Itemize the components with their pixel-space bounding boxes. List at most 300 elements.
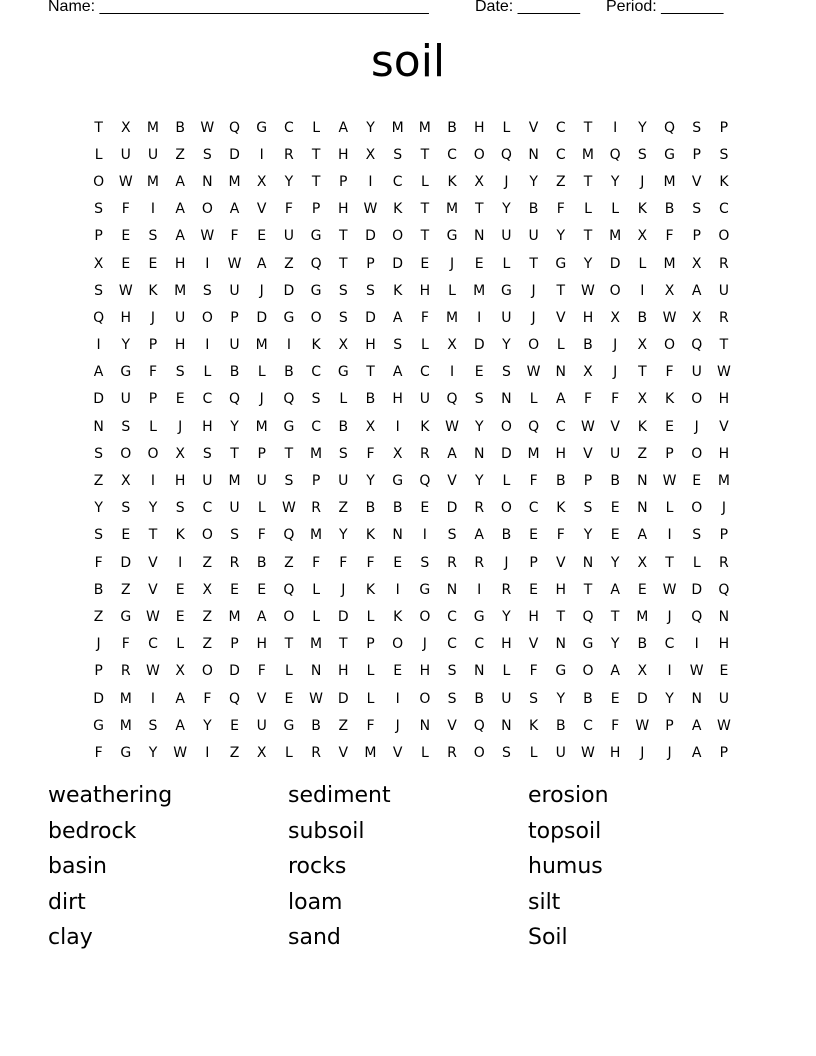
grid-letter: I (667, 527, 672, 544)
grid-letter: Q (93, 309, 105, 326)
grid-letter: S (121, 500, 131, 517)
grid-letter: P (230, 309, 239, 326)
grid-letter: M (310, 636, 323, 653)
grid-letter: P (366, 636, 375, 653)
grid-letter: T (529, 255, 538, 272)
grid-letter: U (256, 717, 267, 734)
grid-letter: I (395, 581, 400, 598)
grid-letter: Y (148, 500, 158, 517)
grid-letter: N (691, 690, 702, 707)
grid-letter: J (259, 282, 264, 299)
grid-letter: Z (284, 255, 294, 272)
grid-letter: D (229, 146, 240, 163)
grid-letter: A (474, 527, 484, 544)
grid-letter: R (311, 500, 321, 517)
grid-letter: T (556, 282, 566, 299)
grid-letter: C (284, 119, 294, 136)
grid-letter: S (719, 146, 729, 163)
grid-letter: B (637, 309, 648, 326)
grid-letter: I (96, 337, 101, 354)
grid-letter: M (255, 418, 268, 435)
grid-letter: C (719, 201, 729, 218)
grid-letter: Q (609, 146, 621, 163)
grid-letter: Q (229, 391, 241, 408)
grid-letter: V (583, 445, 593, 462)
grid-letter: J (449, 255, 455, 272)
grid-letter: I (395, 690, 400, 707)
grid-letter: F (366, 554, 375, 571)
grid-letter: I (205, 337, 210, 354)
grid-letter: O (419, 690, 431, 707)
grid-letter: F (284, 201, 293, 218)
grid-letter: X (664, 282, 675, 299)
grid-letter: U (718, 282, 730, 299)
grid-letter: T (339, 255, 348, 272)
grid-letter: Y (610, 554, 620, 571)
grid-letter: P (339, 173, 348, 190)
word-bank-item: subsoil (288, 818, 365, 844)
grid-letter: X (392, 445, 403, 462)
grid-letter: P (94, 228, 103, 245)
grid-letter: J (259, 391, 264, 408)
grid-letter: A (610, 581, 620, 598)
grid-letter: E (529, 581, 539, 598)
grid-letter: L (366, 690, 375, 707)
grid-letter: W (662, 309, 677, 326)
grid-letter: P (719, 119, 729, 136)
grid-letter: B (256, 554, 267, 571)
grid-letter: W (309, 690, 324, 707)
grid-letter: E (175, 391, 185, 408)
grid-letter: P (665, 445, 674, 462)
grid-letter: U (555, 744, 566, 761)
grid-letter: P (366, 255, 375, 272)
grid-letter: Y (474, 418, 484, 435)
grid-letter: S (583, 500, 593, 517)
grid-letter: M (310, 445, 323, 462)
grid-letter: M (445, 309, 459, 326)
grid-letter: J (504, 173, 509, 190)
grid-letter: Z (175, 146, 185, 163)
grid-letter: G (446, 228, 458, 245)
grid-letter: O (528, 337, 540, 354)
grid-letter: J (96, 636, 101, 653)
grid-letter: E (610, 690, 620, 707)
grid-letter: E (175, 608, 185, 625)
grid-letter: M (473, 282, 486, 299)
grid-letter: S (474, 391, 484, 408)
grid-letter: O (419, 608, 431, 625)
grid-letter: X (256, 744, 267, 761)
grid-letter: J (531, 309, 536, 326)
grid-letter: T (420, 201, 430, 218)
grid-letter: V (528, 119, 539, 136)
grid-letter: X (610, 309, 620, 326)
grid-letter: H (256, 636, 267, 653)
grid-letter: A (691, 717, 702, 734)
grid-letter: U (528, 228, 539, 245)
grid-letter: W (581, 282, 595, 299)
grid-letter: M (146, 173, 160, 190)
grid-letter: O (201, 663, 213, 680)
grid-letter: S (94, 201, 104, 218)
grid-letter: D (636, 690, 648, 707)
grid-letter: K (529, 717, 539, 734)
grid-letter: X (175, 445, 185, 462)
grid-letter: J (721, 500, 726, 517)
grid-letter: P (94, 663, 103, 680)
grid-letter: Q (229, 119, 241, 136)
grid-letter: G (500, 282, 512, 299)
word-bank-item: sediment (288, 783, 391, 808)
grid-letter: I (640, 282, 645, 299)
grid-letter: P (692, 228, 701, 245)
grid-letter: U (419, 391, 430, 408)
grid-letter: P (230, 636, 239, 653)
grid-letter: H (501, 636, 512, 653)
grid-letter: E (230, 581, 239, 598)
grid-letter: P (692, 146, 701, 163)
grid-letter: P (529, 554, 538, 571)
grid-letter: S (529, 690, 539, 707)
grid-letter: R (719, 309, 729, 326)
grid-letter: E (529, 527, 539, 544)
date-field-label: Date: _______ (475, 0, 580, 15)
grid-letter: W (227, 255, 242, 272)
grid-letter: M (255, 337, 268, 354)
grid-letter: P (719, 527, 729, 544)
grid-letter: T (719, 337, 729, 354)
grid-letter: U (229, 500, 240, 517)
grid-letter: M (663, 173, 676, 190)
grid-letter: V (528, 636, 539, 653)
grid-letter: O (120, 445, 132, 462)
grid-letter: S (94, 445, 104, 462)
grid-letter: E (692, 473, 702, 490)
grid-letter: J (667, 744, 672, 761)
grid-letter: R (229, 554, 240, 571)
grid-letter: S (501, 744, 511, 761)
grid-letter: S (366, 282, 375, 299)
grid-letter: P (257, 445, 266, 462)
grid-letter: T (474, 201, 484, 218)
grid-letter: H (419, 663, 431, 680)
grid-letter: W (662, 473, 677, 490)
period-field-label: Period: _______ (606, 0, 724, 15)
grid-letter: C (555, 418, 566, 435)
grid-letter: H (338, 663, 349, 680)
grid-letter: A (555, 391, 566, 408)
grid-letter: B (583, 337, 593, 354)
grid-letter: N (202, 173, 213, 190)
grid-letter: B (555, 473, 566, 490)
grid-letter: F (583, 391, 592, 408)
grid-letter: M (174, 282, 187, 299)
grid-letter: F (94, 744, 103, 761)
grid-letter: O (201, 309, 213, 326)
student-info-header (48, 0, 748, 20)
grid-letter: M (146, 119, 160, 136)
grid-letter: Q (473, 717, 485, 734)
grid-letter: N (637, 500, 648, 517)
grid-letter: Q (500, 146, 512, 163)
grid-letter: H (419, 282, 431, 299)
grid-letter: O (201, 527, 213, 544)
grid-letter: F (312, 554, 321, 571)
grid-letter: Z (338, 500, 349, 517)
grid-letter: Y (502, 201, 511, 218)
grid-letter: U (175, 309, 186, 326)
grid-letter: Q (283, 527, 295, 544)
grid-letter: K (664, 391, 675, 408)
grid-letter: H (718, 636, 730, 653)
grid-letter: F (529, 473, 538, 490)
grid-letter: S (420, 554, 430, 571)
grid-letter: B (501, 527, 512, 544)
grid-letter: I (449, 364, 455, 381)
grid-letter: C (447, 636, 457, 653)
grid-letter: E (420, 255, 430, 272)
grid-letter: L (176, 636, 185, 653)
grid-letter: N (392, 527, 403, 544)
grid-letter: H (338, 201, 349, 218)
grid-letter: B (392, 500, 403, 517)
grid-letter: S (447, 663, 457, 680)
grid-letter: E (474, 255, 484, 272)
grid-letter: L (285, 744, 293, 761)
grid-letter: D (256, 309, 268, 326)
grid-letter: O (609, 282, 621, 299)
grid-letter: G (120, 608, 132, 625)
grid-letter: F (665, 364, 674, 381)
grid-letter: U (610, 445, 621, 462)
grid-letter: Q (691, 337, 703, 354)
grid-letter: M (228, 473, 241, 490)
grid-letter: C (528, 500, 539, 517)
grid-letter: B (664, 201, 675, 218)
grid-letter: J (531, 282, 536, 299)
grid-letter: J (150, 309, 156, 326)
grid-letter: G (419, 581, 431, 598)
word-bank-item: bedrock (48, 818, 137, 844)
grid-letter: Q (446, 391, 458, 408)
word-bank-item: humus (528, 854, 603, 880)
grid-letter: T (339, 228, 348, 245)
grid-letter: U (501, 309, 512, 326)
grid-letter: D (365, 228, 376, 245)
grid-letter: W (146, 608, 160, 625)
grid-letter: J (178, 418, 183, 435)
grid-letter: F (366, 445, 375, 462)
grid-letter: L (366, 608, 375, 625)
grid-letter: L (420, 173, 429, 190)
grid-letter: M (391, 119, 404, 136)
grid-letter: J (640, 173, 645, 190)
grid-letter: S (94, 527, 104, 544)
grid-letter: G (664, 146, 675, 163)
grid-letter: Y (203, 717, 212, 734)
grid-letter: T (94, 119, 103, 136)
grid-letter: X (637, 554, 648, 571)
grid-letter: W (200, 228, 215, 245)
grid-letter: M (228, 608, 241, 625)
grid-letter: U (338, 473, 349, 490)
grid-letter: Q (691, 608, 703, 625)
grid-letter: D (473, 337, 485, 354)
grid-letter: M (527, 445, 540, 462)
grid-letter: I (613, 119, 618, 136)
grid-letter: B (447, 119, 457, 136)
grid-letter: U (202, 473, 213, 490)
grid-letter: D (229, 663, 240, 680)
grid-letter: L (203, 364, 212, 381)
grid-letter: L (502, 119, 511, 136)
grid-letter: S (692, 201, 702, 218)
grid-letter: G (120, 744, 132, 761)
grid-letter: V (610, 418, 620, 435)
grid-letter: I (150, 690, 156, 707)
grid-letter: T (420, 146, 430, 163)
grid-letter: H (582, 309, 594, 326)
grid-letter: U (501, 690, 512, 707)
grid-letter: Y (474, 473, 484, 490)
grid-letter: M (581, 146, 595, 163)
grid-letter: L (420, 744, 429, 761)
grid-letter: N (446, 581, 458, 598)
grid-letter: F (556, 201, 565, 218)
grid-letter: N (473, 228, 485, 245)
grid-letter: E (393, 554, 403, 571)
grid-letter: A (392, 364, 403, 381)
grid-letter: B (284, 364, 294, 381)
grid-letter: Z (338, 717, 349, 734)
grid-letter: I (205, 744, 210, 761)
grid-letter: R (474, 500, 485, 517)
grid-letter: J (613, 337, 618, 354)
grid-letter: T (366, 364, 375, 381)
grid-letter: S (338, 282, 348, 299)
grid-letter: A (256, 608, 267, 625)
grid-letter: B (365, 391, 376, 408)
grid-letter: J (613, 364, 618, 381)
grid-letter: M (636, 608, 649, 625)
grid-letter: X (338, 337, 349, 354)
grid-letter: O (718, 228, 730, 245)
grid-letter: G (555, 255, 567, 272)
grid-letter: K (556, 500, 566, 517)
grid-letter: Y (556, 228, 566, 245)
grid-letter: A (256, 255, 267, 272)
grid-letter: O (310, 309, 322, 326)
grid-letter: P (719, 744, 729, 761)
grid-letter: S (692, 527, 702, 544)
grid-letter: O (392, 228, 404, 245)
grid-letter: C (311, 418, 321, 435)
grid-letter: U (718, 690, 730, 707)
grid-letter: E (230, 717, 239, 734)
grid-letter: L (94, 146, 103, 163)
grid-letter: K (311, 337, 321, 354)
grid-letter: H (174, 255, 186, 272)
grid-letter: U (229, 282, 240, 299)
grid-letter: E (637, 581, 647, 598)
grid-letter: A (175, 201, 185, 218)
grid-letter: X (474, 173, 485, 190)
grid-letter: V (338, 744, 349, 761)
grid-letter: E (121, 255, 131, 272)
grid-letter: X (691, 255, 702, 272)
grid-letter: F (366, 717, 375, 734)
grid-letter: T (638, 364, 647, 381)
grid-letter: R (474, 554, 485, 571)
word-bank-item: sand (288, 925, 341, 951)
grid-letter: O (582, 663, 594, 680)
grid-letter: L (312, 581, 320, 598)
grid-letter: T (556, 608, 566, 625)
grid-letter: Z (202, 608, 213, 625)
grid-letter: H (555, 445, 567, 462)
grid-letter: B (175, 119, 185, 136)
word-bank-item: basin (48, 854, 107, 880)
puzzle-title: soil (370, 36, 446, 87)
grid-letter: R (120, 663, 131, 680)
grid-letter: O (691, 445, 703, 462)
grid-letter: D (392, 255, 404, 272)
grid-letter: V (691, 173, 702, 190)
grid-letter: D (365, 309, 376, 326)
grid-letter: T (583, 228, 593, 245)
grid-letter: D (93, 690, 104, 707)
grid-letter: M (119, 690, 132, 707)
grid-letter: H (555, 581, 567, 598)
grid-letter: Y (148, 744, 158, 761)
grid-letter: H (174, 337, 186, 354)
grid-letter: W (445, 418, 459, 435)
grid-letter: E (610, 527, 620, 544)
grid-letter: Y (556, 690, 566, 707)
grid-letter: K (637, 201, 647, 218)
grid-letter: U (120, 146, 131, 163)
grid-letter: U (691, 364, 702, 381)
grid-letter: M (228, 173, 241, 190)
grid-letter: F (257, 663, 266, 680)
grid-letter: F (611, 717, 620, 734)
grid-letter: W (200, 119, 215, 136)
grid-letter: S (230, 527, 239, 544)
grid-letter: R (447, 554, 457, 571)
grid-letter: O (392, 636, 404, 653)
grid-letter: S (202, 282, 212, 299)
grid-letter: V (256, 690, 267, 707)
grid-letter: H (718, 391, 730, 408)
grid-letter: P (148, 391, 158, 408)
grid-letter: S (637, 146, 647, 163)
grid-letter: Q (528, 418, 540, 435)
grid-letter: A (93, 364, 104, 381)
grid-letter: V (148, 554, 158, 571)
grid-letter: F (556, 527, 565, 544)
grid-letter: N (528, 146, 539, 163)
grid-letter: W (281, 500, 296, 517)
grid-letter: S (447, 690, 457, 707)
grid-letter: L (611, 201, 620, 218)
grid-letter: X (256, 173, 267, 190)
grid-letter: B (528, 201, 539, 218)
grid-letter: S (311, 391, 321, 408)
grid-letter: L (149, 418, 157, 435)
word-bank-item: silt (528, 889, 561, 915)
grid-letter: W (526, 364, 541, 381)
